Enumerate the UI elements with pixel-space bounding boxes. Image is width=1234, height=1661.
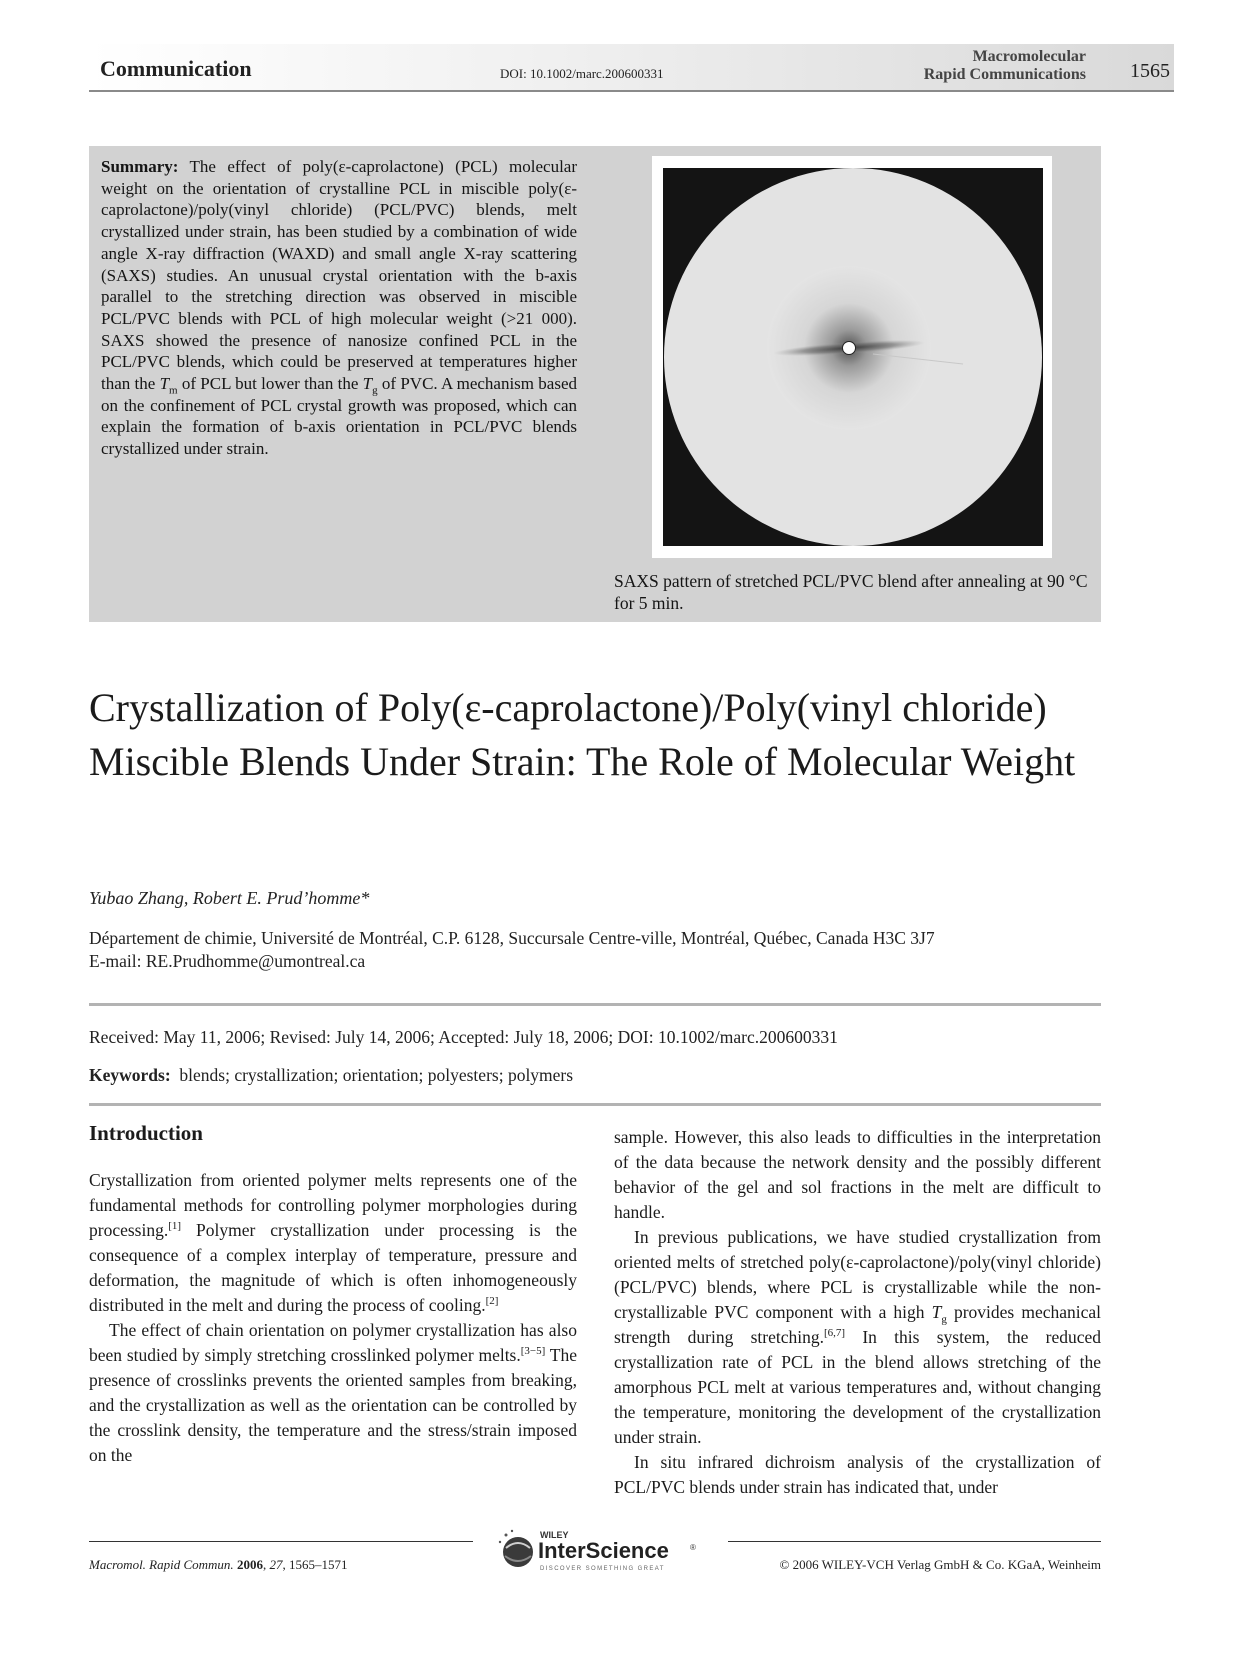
footer-rule-left [89,1541,473,1542]
affiliation-block [89,927,1149,973]
section-label: Communication [100,56,252,81]
paragraph-text: The effect of chain orientation on polymer crystallization has also been studied by simply stretching crosslinked polymer melts. [89,1320,577,1365]
logo-wiley-text: WILEY [540,1530,569,1540]
keywords-line [89,1065,573,1086]
citation-volume: 27 [269,1557,283,1572]
corresponding-email: E-mail: RE.Prudhomme@umontreal.ca [89,951,366,971]
summary-text-part-1: The effect of poly(ε-caprolactone) (PCL) molecular weight on the orientation of crystalline PCL in miscible poly(ε-caprolactone)/poly(vinyl chloride) (PCL/PVC) blends, melt crystallized under strain, has been studied by a combination of wide angle X-ray diffraction (WAXD) and small angle X-ray scattering (SAXS) studies. An unusual crystal orientation with the b-axis parallel to the stretching direction was observed in miscible PCL/PVC blends with PCL of high molecular weight (>21 000). SAXS showed the presence of nanosize confined PCL in the PCL/PVC blends, which could be preserved at temperatures higher than the [101,157,577,394]
paragraph-text: In previous publications, we have studied crystallization from oriented melts of stretched poly(ε-caprolactone)/poly(vinyl chloride) (PCL/PVC) blends, where PCL is crystallizable while the non-crystallizable PVC component with a high [614,1227,1101,1322]
keywords-label: Keywords: [89,1065,171,1085]
logo-registered-mark: ® [690,1543,696,1552]
section-heading: Introduction [89,1121,203,1145]
citation-pages: , 1565–1571 [282,1557,348,1572]
journal-name-line-2: Rapid Communications [923,66,1086,83]
citation-ref: [6,7] [823,1327,846,1340]
summary-text-part-3: of PVC. A mechanism based on the confinement of PCL crystal growth was proposed, which can explain the formation of b-axis orientation in PCL/PVC blends crystallized under strain. [101,374,577,459]
paragraph-text: Polymer crystallization under processing is the consequence of a complex interplay of temperature, pressure and deformation, the magnitude of which is often inhomogeneously distributed in the melt and during the process of cooling. [89,1220,577,1315]
body-paragraph [614,1225,1101,1450]
footer-citation: Macromol. Rapid Commun. 2006, 27, 1565–1571 [89,1557,348,1572]
saxs-pattern-figure [663,168,1043,546]
body-paragraph: In situ infrared dichroism analysis of the crystallization of PCL/PVC blends under strain has indicated that, under [614,1452,1101,1497]
figure-caption: SAXS pattern of stretched PCL/PVC blend after annealing at 90 °C for 5 min. [614,571,1088,613]
tg-subscript: g [941,1313,947,1326]
logo-interscience-text: InterScience [538,1538,669,1563]
body-paragraph [89,1168,577,1318]
citation-ref: [1] [168,1220,182,1233]
summary-text [101,156,577,460]
citation-year: 2006 [236,1557,263,1572]
body-paragraph: sample. However, this also leads to difficulties in the interpretation of the data because the network density and the possibly different behavior of the gel and sol fractions in the melt are difficult to handle. [614,1127,1101,1222]
journal-name-line-1: Macromolecular [972,48,1086,65]
citation-journal: Macromol. Rapid Commun. [89,1557,234,1572]
logo-tagline: DISCOVER SOMETHING GREAT [540,1566,665,1572]
tm-subscript: m [169,384,178,397]
paragraph-text: provides mechanical strength during stretching. [614,1302,1101,1347]
header-doi: DOI: 10.1002/marc.200600331 [500,66,664,81]
interscience-logo [496,1526,706,1576]
summary-text-part-2: of PCL but lower than the [177,374,363,394]
globe-icon [499,1530,533,1567]
tg-symbol: T [362,374,373,394]
affiliation: Département de chimie, Université de Montréal, C.P. 6128, Succursale Centre-ville, Montréal, Québec, Canada H3C 3J7 [89,928,935,948]
footer-rule-right [728,1541,1101,1542]
tg-subscript: g [372,384,378,397]
paragraph-text: Crystallization from oriented polymer melts represents one of the fundamental methods for controlling polymer morphologies during processing. [89,1170,577,1240]
author-list: Yubao Zhang, Robert E. Prud’homme* [89,888,370,908]
divider-rule [89,1003,1101,1006]
citation-ref: [3−5] [520,1345,546,1358]
citation-ref: [2] [485,1295,499,1308]
body-column-left [89,1120,577,1468]
page-number: 1565 [1130,60,1170,82]
footer-copyright: © 2006 WILEY-VCH Verlag GmbH & Co. KGaA, Weinheim [779,1557,1101,1572]
keywords-list: blends; crystallization; orientation; polyesters; polymers [179,1065,574,1085]
tg-symbol: T [931,1302,942,1322]
paragraph-text: The presence of crosslinks prevents the oriented samples from breaking, and the crystallization as well as the orientation can be controlled by the crosslink density, the temperature and the stress/strain imposed on the [89,1345,577,1465]
paragraph-text: In this system, the reduced crystallization rate of PCL in the blend allows stretching of the amorphous PCL melt at various temperatures and, without changing the temperature, monitoring the development of the crystallization under strain. [614,1327,1101,1447]
divider-rule [89,1103,1101,1106]
body-paragraph [89,1318,577,1468]
header-rule [89,90,1174,92]
article-title: Crystallization of Poly(ε-caprolactone)/Poly(vinyl chloride) Miscible Blends Under Strain: The Role of Molecular Weight [89,685,1076,784]
received-dates: Received: May 11, 2006; Revised: July 14, 2006; Accepted: July 18, 2006; DOI: 10.1002/marc.200600331 [89,1027,838,1047]
journal-name [924,48,1086,84]
body-column-right [614,1125,1101,1500]
tm-symbol: T [159,374,170,394]
summary-label: Summary: [101,157,179,176]
